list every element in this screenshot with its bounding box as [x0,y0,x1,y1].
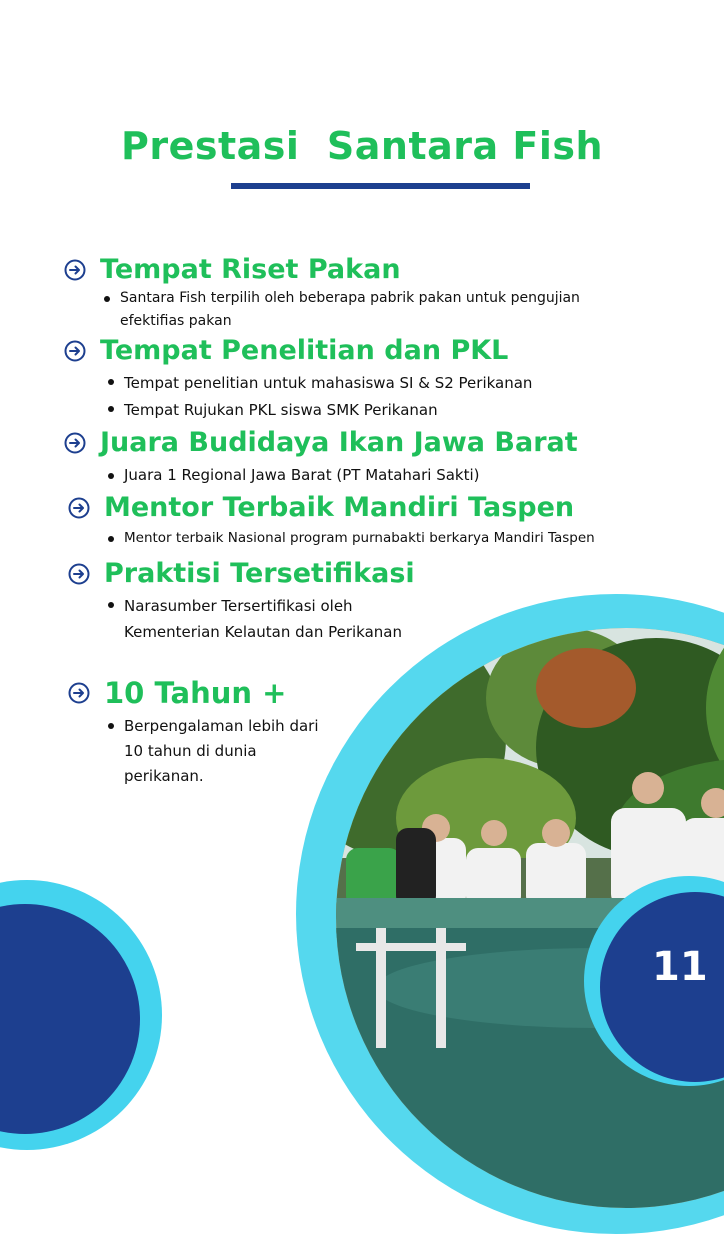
list-item: Mentor terbaik Nasional program purnabakti berkarya Mandiri Taspen [106,527,688,550]
title-underline [231,183,530,189]
arrow-circle-right-icon [64,432,86,454]
list-item: Tempat penelitian untuk mahasiswa SI & S2 Perikanan [106,370,664,397]
section-heading: Praktisi Tersetifikasi [68,557,428,591]
section-penelitian-pkl [64,334,664,424]
section-heading: Juara Budidaya Ikan Jawa Barat [64,426,684,460]
list-item: Juara 1 Regional Jawa Barat (PT Matahari Sakti) [106,464,684,487]
section-heading: 10 Tahun + [68,676,368,710]
arrow-circle-right-icon [68,682,90,704]
section-praktisi [68,557,428,645]
arrow-circle-right-icon [68,563,90,585]
section-10-tahun [68,676,368,789]
arrow-circle-right-icon [64,259,86,281]
arrow-circle-right-icon [64,340,86,362]
section-heading: Mentor Terbaik Mandiri Taspen [68,491,688,525]
list-item: Berpengalaman lebih dari 10 tahun di dunia perikanan. [106,714,321,789]
list-item: Narasumber Tersertifikasi oleh Kementerian Kelautan dan Perikanan [106,593,406,645]
section-juara-budidaya [64,426,684,487]
section-mentor-terbaik [68,491,688,550]
section-riset-pakan [64,253,664,333]
list-item: Tempat Rujukan PKL siswa SMK Perikanan [106,397,664,424]
page-title: Prestasi Santara Fish [120,124,604,168]
arrow-circle-right-icon [68,497,90,519]
page-number: 11 [652,944,708,990]
section-heading: Tempat Penelitian dan PKL [64,334,664,368]
section-heading: Tempat Riset Pakan [64,253,664,287]
list-item: Santara Fish terpilih oleh beberapa pabrik pakan untuk pengujian efektifias pakan [102,287,640,333]
